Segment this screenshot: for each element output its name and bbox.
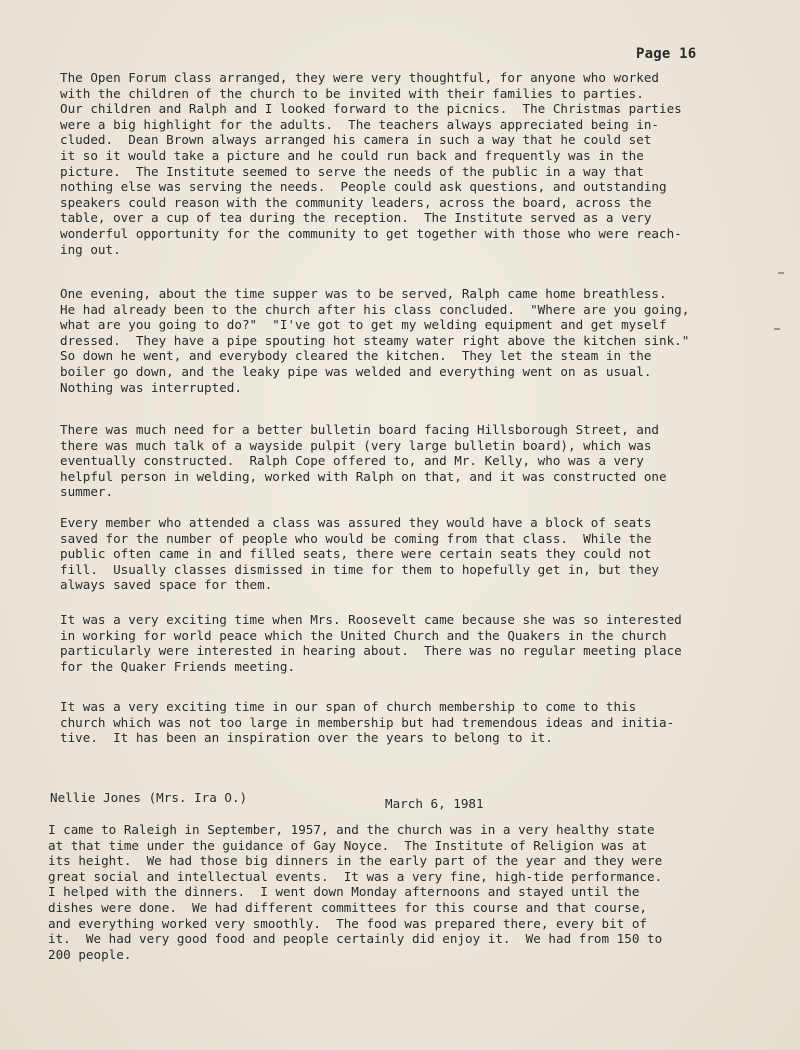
signature-date: March 6, 1981	[385, 796, 484, 811]
author-name: Nellie Jones (Mrs. Ira O.)	[50, 790, 248, 805]
paragraph-bulletin-board: There was much need for a better bulletin board facing Hillsborough Street, and there was much talk of a wayside pulpit (very large bulletin board), which was eventually constructed. Ralph Cope offered to, and Mr. Kelly, who was a very helpful person in welding, worked with Ralph on that, and it was constructed one summer.	[60, 422, 667, 500]
paragraph-church-membership: It was a very exciting time in our span of church membership to come to this church which was not too large in membership but had tremendous ideas and initia- tive. It has been an inspiration over the years to belong to it.	[60, 699, 675, 746]
margin-mark	[774, 328, 780, 330]
paragraph-raleigh-1957: I came to Raleigh in September, 1957, and the church was in a very healthy state at that time under the guidance of Gay Noyce. The Institute of Religion was at its height. We had those big dinners in the early part of the year and they were great social and intellectual events. It was a very fine, high-tide performance. I helped with the dinners. I went down Monday afternoons and stayed until the dishes were done. We had different committees for this course and that course, and everything worked very smoothly. The food was prepared there, every bit of it. We had very good food and people certainly did enjoy it. We had from 150 to 200 people.	[48, 822, 663, 962]
paragraph-welding-pipe: One evening, about the time supper was to be served, Ralph came home breathless. He had already been to the church after his class concluded. "Where are you going, what are you going to do?" "I've got to get my welding equipment and get myself dressed. They have a pipe spouting hot steamy water right above the kitchen sink." So down he went, and everybody cleared the kitchen. They let the steam in the boiler go down, and the leaky pipe was welded and everything went on as usual. Nothing was interrupted.	[60, 286, 690, 395]
page-number: Page 16	[636, 46, 697, 62]
paragraph-mrs-roosevelt: It was a very exciting time when Mrs. Roosevelt came because she was so interested in working for world peace which the United Church and the Quakers in the church particularly were interested in hearing about. There was no regular meeting place for the Quaker Friends meeting.	[60, 612, 682, 674]
paragraph-class-seats: Every member who attended a class was assured they would have a block of seats saved for the number of people who would be coming from that class. While the public often came in and filled seats, there were certain seats they could not fill. Usually classes dismissed in time for them to hopefully get in, but they always saved space for them.	[60, 515, 659, 593]
margin-mark	[778, 272, 784, 274]
paragraph-open-forum: The Open Forum class arranged, they were very thoughtful, for anyone who worked with the children of the church to be invited with their families to parties. Our children and Ralph and I looked forward to the picnics. The Christmas parties were a big highlight for the adults. The teachers always appreciated being in- cluded. Dean Brown always arranged his camera in such a way that he could set it so it would take a picture and he could run back and frequently was in the picture. The Institute seemed to serve the needs of the public in a way that nothing else was serving the needs. People could ask questions, and outstanding speakers could reason with the community leaders, across the board, across the table, over a cup of tea during the reception. The Institute served as a very wonderful opportunity for the community to get together with those who were reach- ing out.	[60, 70, 682, 257]
